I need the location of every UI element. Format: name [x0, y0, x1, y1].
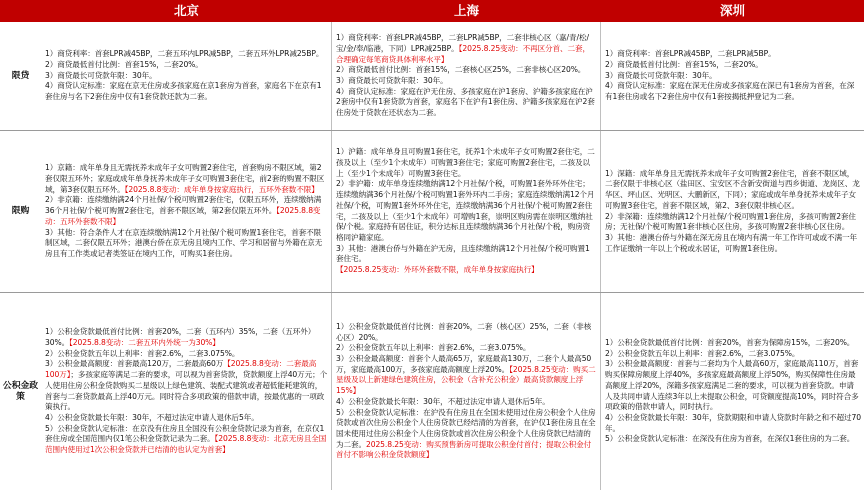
row-label: 限购 — [11, 206, 30, 216]
policy-line: 4）公积金贷款最长年限：30年，不超过法定申请人退休后5年。 — [45, 412, 259, 422]
cell-beijing — [41, 22, 332, 130]
header-shenzhen: 深圳 — [719, 3, 745, 18]
policy-line: 1）商贷利率：首套LPR减45BP，二套LPR减5BP，二套非核心区（嘉/青/松/宝/金/奉/临港，下同）LPR减25BP。【2025.8.25变动：不再区分首、二套，合理确定每笔商贷具体利率水平】 — [336, 33, 591, 64]
header-shanghai: 上海 — [453, 3, 479, 18]
change-note: 【2025.8.8变动：二套五环内外统一为30%】 — [69, 337, 220, 347]
cell-shanghai — [332, 22, 601, 130]
policy-line: 3）商贷最长可贷款年限：30年。 — [45, 70, 157, 80]
policy-line: 5）公积金贷款认定标准：在沪没有住房且在全国未使用过住房公积金个人住房贷款或首次住房公积金个人住房贷款已经结清的为首套，在沪仅1套住房且在全国未使用过住房公积金个人住房贷款或首次住房公积金个人住房贷款已结清的为二套。2025.8.25变动：购买预售新房可提取公积金付首付；提取公积金付首付不影响公积金贷款额度】 — [336, 407, 596, 460]
change-note: 【2025.8.25变动：购买二星级及以上新建绿色建筑住房，公积金（含补充公积金）最高贷款额度上浮15%】 — [336, 364, 596, 396]
policy-line: 1）公积金贷款最低首付比例：首套20%，首套为保障房15%，二套20%。 — [605, 337, 855, 347]
cell-beijing — [41, 293, 332, 490]
policy-line: 2）非京籍：连续缴纳满24个月社保/个税可购置2套住宅，仅限五环外，连续缴纳满36个月社保/个税可购置2套住宅，首套不限区域，第2套仅限五环外。【2025.8.8变动：五环外套数不限】 — [45, 195, 322, 226]
policy-line: 3）其他：符合条件人才在京连续缴纳满12个月社保/个税可购置1套住宅，首套不限制区域，二套仅限五环外；港澳台侨在京无房且境内工作、学习和居留与外籍在京无房且有工作类或记者类签证在境内工作，可购买1套住房。 — [45, 227, 323, 258]
change-note: 【2025.8.8变动：北京无房且全国范围内使用过1次公积金贷款并已结清的也认定为首套】 — [45, 434, 327, 455]
policy-line: 3）公积金最高额度：首套最高120万，二套最高60万【2025.8.8变动：二套最高100万】；多孩家庭等满足二套的要求，可以视为首套贷款，贷款额度上浮40万元；个人使用住房公积金贷款购买二星级以上绿色建筑、装配式建筑或者超低能耗建筑的，首套与二套贷款最高上浮40万元。同时符合多项政策的借款申请，按最优惠的一项政策执行。 — [45, 359, 328, 412]
policy-line: 1）沪籍：成年单身且可购置1套住宅，抚养1个未成年子女可购置2套住宅，二孩及以上（至少1个未成年）可购置3套住宅；家庭可购置2套住宅，二孩及以上（至少1个未成年）可购置3套住宅。 — [336, 147, 595, 178]
policy-line: 2）商贷最低首付比例：首套15%，二套20%。 — [45, 59, 203, 69]
cell-shenzhen — [601, 131, 864, 292]
change-note: 【2025.8.8变动：二套最高100万】 — [45, 359, 317, 380]
cell-shanghai — [332, 131, 601, 292]
policy-line: 2）非深籍：连续缴纳满12个月社保/个税可购置1套住房，多孩可购置2套住房；无社保/个税可购置1套非核心区住房，多孩可购置2套非核心区住房。 — [605, 211, 856, 232]
header-beijing: 北京 — [173, 3, 199, 18]
policy-line: 2）商贷最低首付比例：首套15%，二套核心区25%，二套非核心区20%。 — [336, 65, 586, 75]
policy-line: 4）公积金贷款最长年限：30年，不超过法定申请人退休后5年。 — [336, 396, 550, 406]
policy-line: 2）非沪籍：成年单身连续缴纳满12个月社保/个税，可购置1套外环外住宅；连续缴纳满36个月社保/个税可购置1套外环内二手房；家庭连续缴纳满12个月社保/个税，可购置1套外环外住宅，连续缴纳满36个月社保/个税可购置2套住宅，二孩及以上（至少1个未成年）可增购1套，崇明区购房需在崇明区缴纳社保/个税。家庭持有居住证，积分达标且连续缴纳满36个月社保/个税，购房资格同沪籍家庭。 — [336, 179, 595, 242]
policy-line: 2）公积金贷款五年以上利率：首套2.6%，二套3.075%。 — [45, 348, 240, 358]
cell-beijing — [41, 131, 332, 292]
change-note: 【2025.8.8变动：成年单身按家庭执行，五环外套数不限】 — [124, 184, 319, 194]
row-label: 限贷 — [11, 70, 30, 81]
policy-line: 4）商贷认定标准：家庭在沪无住房、多孩家庭在沪1套房、沪籍多孩家庭在沪2套房中仅有1套贷款为首套，家庭名下在沪有1套住房、沪籍多孩家庭在沪2套住房处于贷款在还状态为二套。 — [336, 86, 595, 118]
policy-line: 3）商贷最长可贷款年限：30年。 — [336, 76, 448, 85]
cell-shenzhen — [601, 22, 864, 130]
policy-line: 5）公积金贷款认定标准：在深没有住房为首套，在深仅1套住房的为二套。 — [605, 434, 855, 444]
policy-line: 4）公积金贷款最长年限：30年，贷款期限和申请人贷款时年龄之和不超过70年。 — [605, 412, 861, 433]
policy-line: 1）公积金贷款最低首付比例：首套20%，二套（核心区）25%，二套（非核心区）20%。 — [336, 321, 592, 342]
row-purchase-limits — [0, 131, 864, 293]
policy-line: 4）商贷认定标准：家庭在京无住房或多孩家庭在京1套房为首套，家庭名下在京有1套住房与名下2套住房中仅有1套贷款还款为二套。 — [45, 81, 322, 102]
row-loan-limits — [0, 22, 864, 131]
change-note: 【2025.8.25变动：外环外套数不限，成年单身按家庭执行】 — [336, 265, 539, 275]
policy-line: 4）商贷认定标准：家庭在深无住房或多孩家庭在深已有1套房为首套，在深有1套住房或名下2套住房中仅有1套按揭抵押登记为二套。 — [605, 81, 855, 102]
header-corner — [0, 0, 41, 22]
policy-line: 5）公积金贷款认定标准：在京没有住房且全国没有公积金贷款记录为首套，在京仅1套住房或全国范围内仅1笔公积金贷款记录为二套。【2025.8.8变动：北京无房且全国范围内使用过1次公积金贷款并已结清的也认定为首套】 — [45, 423, 327, 455]
change-note: 【2025.8.8变动：五环外套数不限】 — [45, 206, 321, 226]
policy-line: 3）商贷最长可贷款年限：30年。 — [605, 70, 717, 80]
cell-shenzhen — [601, 293, 864, 490]
policy-line: 1）商贷利率：首套LPR减45BP，二套五环内LPR减5BP，二套五环外LPR减25BP。 — [45, 49, 324, 59]
policy-line: 1）深籍：成年单身且无需抚养未成年子女可购置2套住宅，首套不限区域，二套仅限于非核心区（盐田区、宝安区不含新安街道与西乡街道、龙岗区、龙华区、坪山区、光明区、大鹏新区，下同）；家庭或成年单身抚养未成年子女可购置3套住宅，首套不限区域，第2、3套仅限非核心区。 — [605, 168, 860, 210]
table-header — [0, 0, 864, 22]
policy-line: 2）商贷最低首付比例：首套15%，二套20%。 — [605, 59, 763, 69]
cell-shanghai — [332, 293, 601, 490]
policy-line: 2）公积金贷款五年以上利率：首套2.6%，二套3.075%。 — [605, 348, 800, 358]
row-provident-fund — [0, 293, 864, 490]
policy-line: 1）商贷利率：首套LPR减45BP，二套LPR减5BP。 — [605, 49, 776, 59]
policy-line: 1）京籍：成年单身且无需抚养未成年子女可购置2套住宅，首套购房不限区域，第2套仅限五环外；家庭或成年单身抚养未成年子女可购置3套住宅，前2套的购置不限区域，第3套仅限五环外。【2025.8.8变动：成年单身按家庭执行，五环外套数不限】 — [45, 163, 325, 194]
change-note: 【2025.8.25变动：不再区分首、二套，合理确定每笔商贷具体利率水平】 — [336, 43, 591, 64]
policy-line: 2）公积金贷款五年以上利率：首套2.6%，二套3.075%。 — [336, 343, 531, 353]
row-label: 公积金政策 — [2, 380, 39, 402]
change-note: 2025.8.25变动：购买预售新房可提取公积金付首付；提取公积金付首付不影响公积金贷款额度】 — [336, 439, 592, 460]
policy-line: 1）公积金贷款最低首付比例：首套20%，二套（五环内）35%，二套（五环外）30%。【2025.8.8变动：二套五环内外统一为30%】 — [45, 327, 316, 347]
policy-line: 3）其他：港澳台侨与外籍在沪无房，且连续缴纳满12个月社保/个税可购置1套住宅。 — [336, 243, 590, 264]
policy-line: 3）公积金最高额度：首套个人最高65万，家庭最高130万，二套个人最高50万，家庭最高100万，多孩家庭最高额度上浮20%。【2025.8.25变动：购买二星级及以上新建绿色建筑住房，公积金（含补充公积金）最高贷款额度上浮15%】 — [336, 354, 596, 396]
policy-line: 3）公积金最高额度：首套与二套均为个人最高60万，家庭最高110万，首套购买保障房额度上浮40%，多孩家庭最高额度上浮50%，购买保障性住房最高额度上浮20%，深籍多孩家庭满足二套的要求，可以视为首套贷款。申请人及共同申请人连续3年以上未提取公积金，可贷额度提高10%，同时符合多项政策的借款申请人，同时执行。 — [605, 359, 859, 412]
policy-line — [336, 265, 597, 276]
policy-line: 3）其他：港澳台侨与外籍在深无房且在境内有满一年工作许可或或不满一年工作证缴纳一年以上个税或永居证，可购置1套住房。 — [605, 232, 858, 253]
